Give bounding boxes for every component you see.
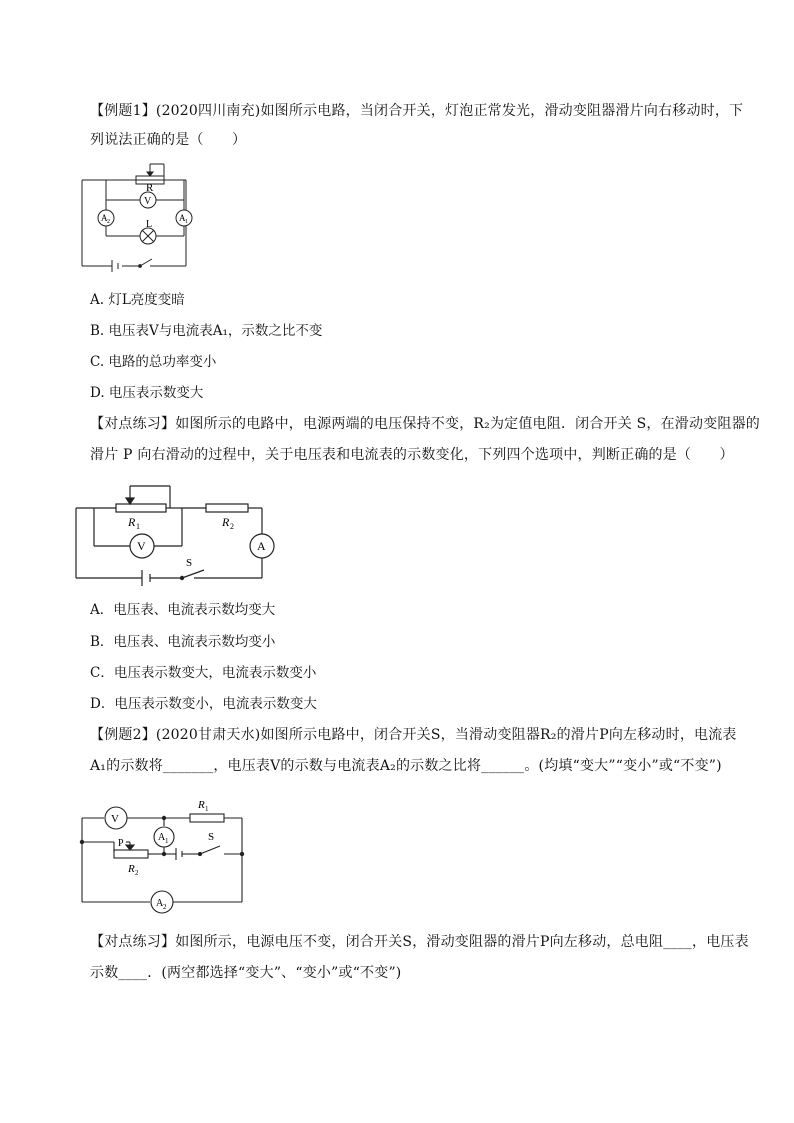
p1-label-r1-sub: 1 [136, 522, 140, 531]
p2-line-2: 示数____．(两空都选择“变大”、“变小”或“不变”) [90, 965, 402, 981]
q2-label-v: V [111, 813, 119, 825]
p1-label-r2: R [222, 515, 230, 529]
q2-label-a2: A [156, 898, 164, 909]
q1-option-d: D. 电压表示数变大 [90, 385, 204, 401]
q1-label-a1-sub: 1 [185, 219, 188, 225]
p1-option-a: A．电压表、电流表示数均变大 [90, 602, 276, 618]
p1-label-r1: R [128, 515, 136, 529]
p1-label-r2-sub: 2 [230, 522, 234, 531]
p1-option-b: B．电压表、电流表示数均变小 [90, 634, 276, 650]
q2-label-a2-sub: 2 [163, 903, 167, 911]
q2-label-s: S [208, 831, 215, 843]
q1-option-a: A. 灯L亮度变暗 [90, 292, 185, 308]
q1-circuit-diagram [78, 160, 208, 272]
q1-label-a2-sub: 2 [107, 219, 110, 225]
p1-label-s: S [186, 557, 193, 569]
p2-line-1: 【对点练习】如图所示，电源电压不变，闭合开关S，滑动变阻器的滑片P向左移动，总电阻____，电压表 [90, 934, 749, 950]
q2-label-r2-sub: 2 [135, 869, 139, 877]
q2-circuit-diagram [74, 794, 250, 916]
q2-line-2: A₁的示数将_______，电压表V的示数与电流表A₂的示数之比将______。(均填“变大”“变小”或“不变”) [90, 758, 722, 774]
q2-line-1: 【例题2】(2020甘肃天水)如图所示电路中，闭合开关S，当滑动变阻器R₂的滑片P向左移动时，电流表 [90, 727, 737, 743]
q1-label-r: R [146, 182, 154, 194]
q1-label-a2: A [101, 213, 108, 223]
q1-option-c: C. 电路的总功率变小 [90, 354, 217, 370]
q2-label-r2: R [128, 863, 135, 875]
q2-label-a1-sub: 1 [165, 837, 169, 845]
p1-line-2: 滑片 P 向右滑动的过程中，关于电压表和电流表的示数变化，下列四个选项中，判断正确的是（ ） [90, 447, 734, 463]
q1-label-l: L [146, 219, 153, 230]
p1-label-v: V [137, 539, 146, 553]
p1-option-c: C．电压表示数变大，电流表示数变小 [90, 665, 317, 681]
q1-line-2: 列说法正确的是（ ） [90, 132, 247, 148]
q1-line-1: 【例题1】(2020四川南充)如图所示电路，当闭合开关，灯泡正常发光，滑动变阻器滑片向右移动时，下 [90, 103, 744, 119]
p1-circuit-diagram [70, 478, 280, 586]
q2-label-a1: A [158, 832, 166, 843]
q1-label-v: V [144, 196, 152, 207]
q1-option-b: B. 电压表V与电流表A₁，示数之比不变 [90, 323, 323, 339]
p1-line-1: 【对点练习】如图所示的电路中，电源两端的电压保持不变，R₂为定值电阻．闭合开关 S，在滑动变阻器的 [90, 416, 760, 432]
p1-option-d: D．电压表示数变小，电流表示数变大 [90, 696, 317, 712]
q2-label-r1: R [198, 799, 205, 811]
p1-label-a: A [257, 539, 266, 553]
q2-label-p: P [118, 838, 124, 849]
q1-label-a1: A [179, 213, 186, 223]
q2-label-r1-sub: 1 [205, 805, 209, 813]
